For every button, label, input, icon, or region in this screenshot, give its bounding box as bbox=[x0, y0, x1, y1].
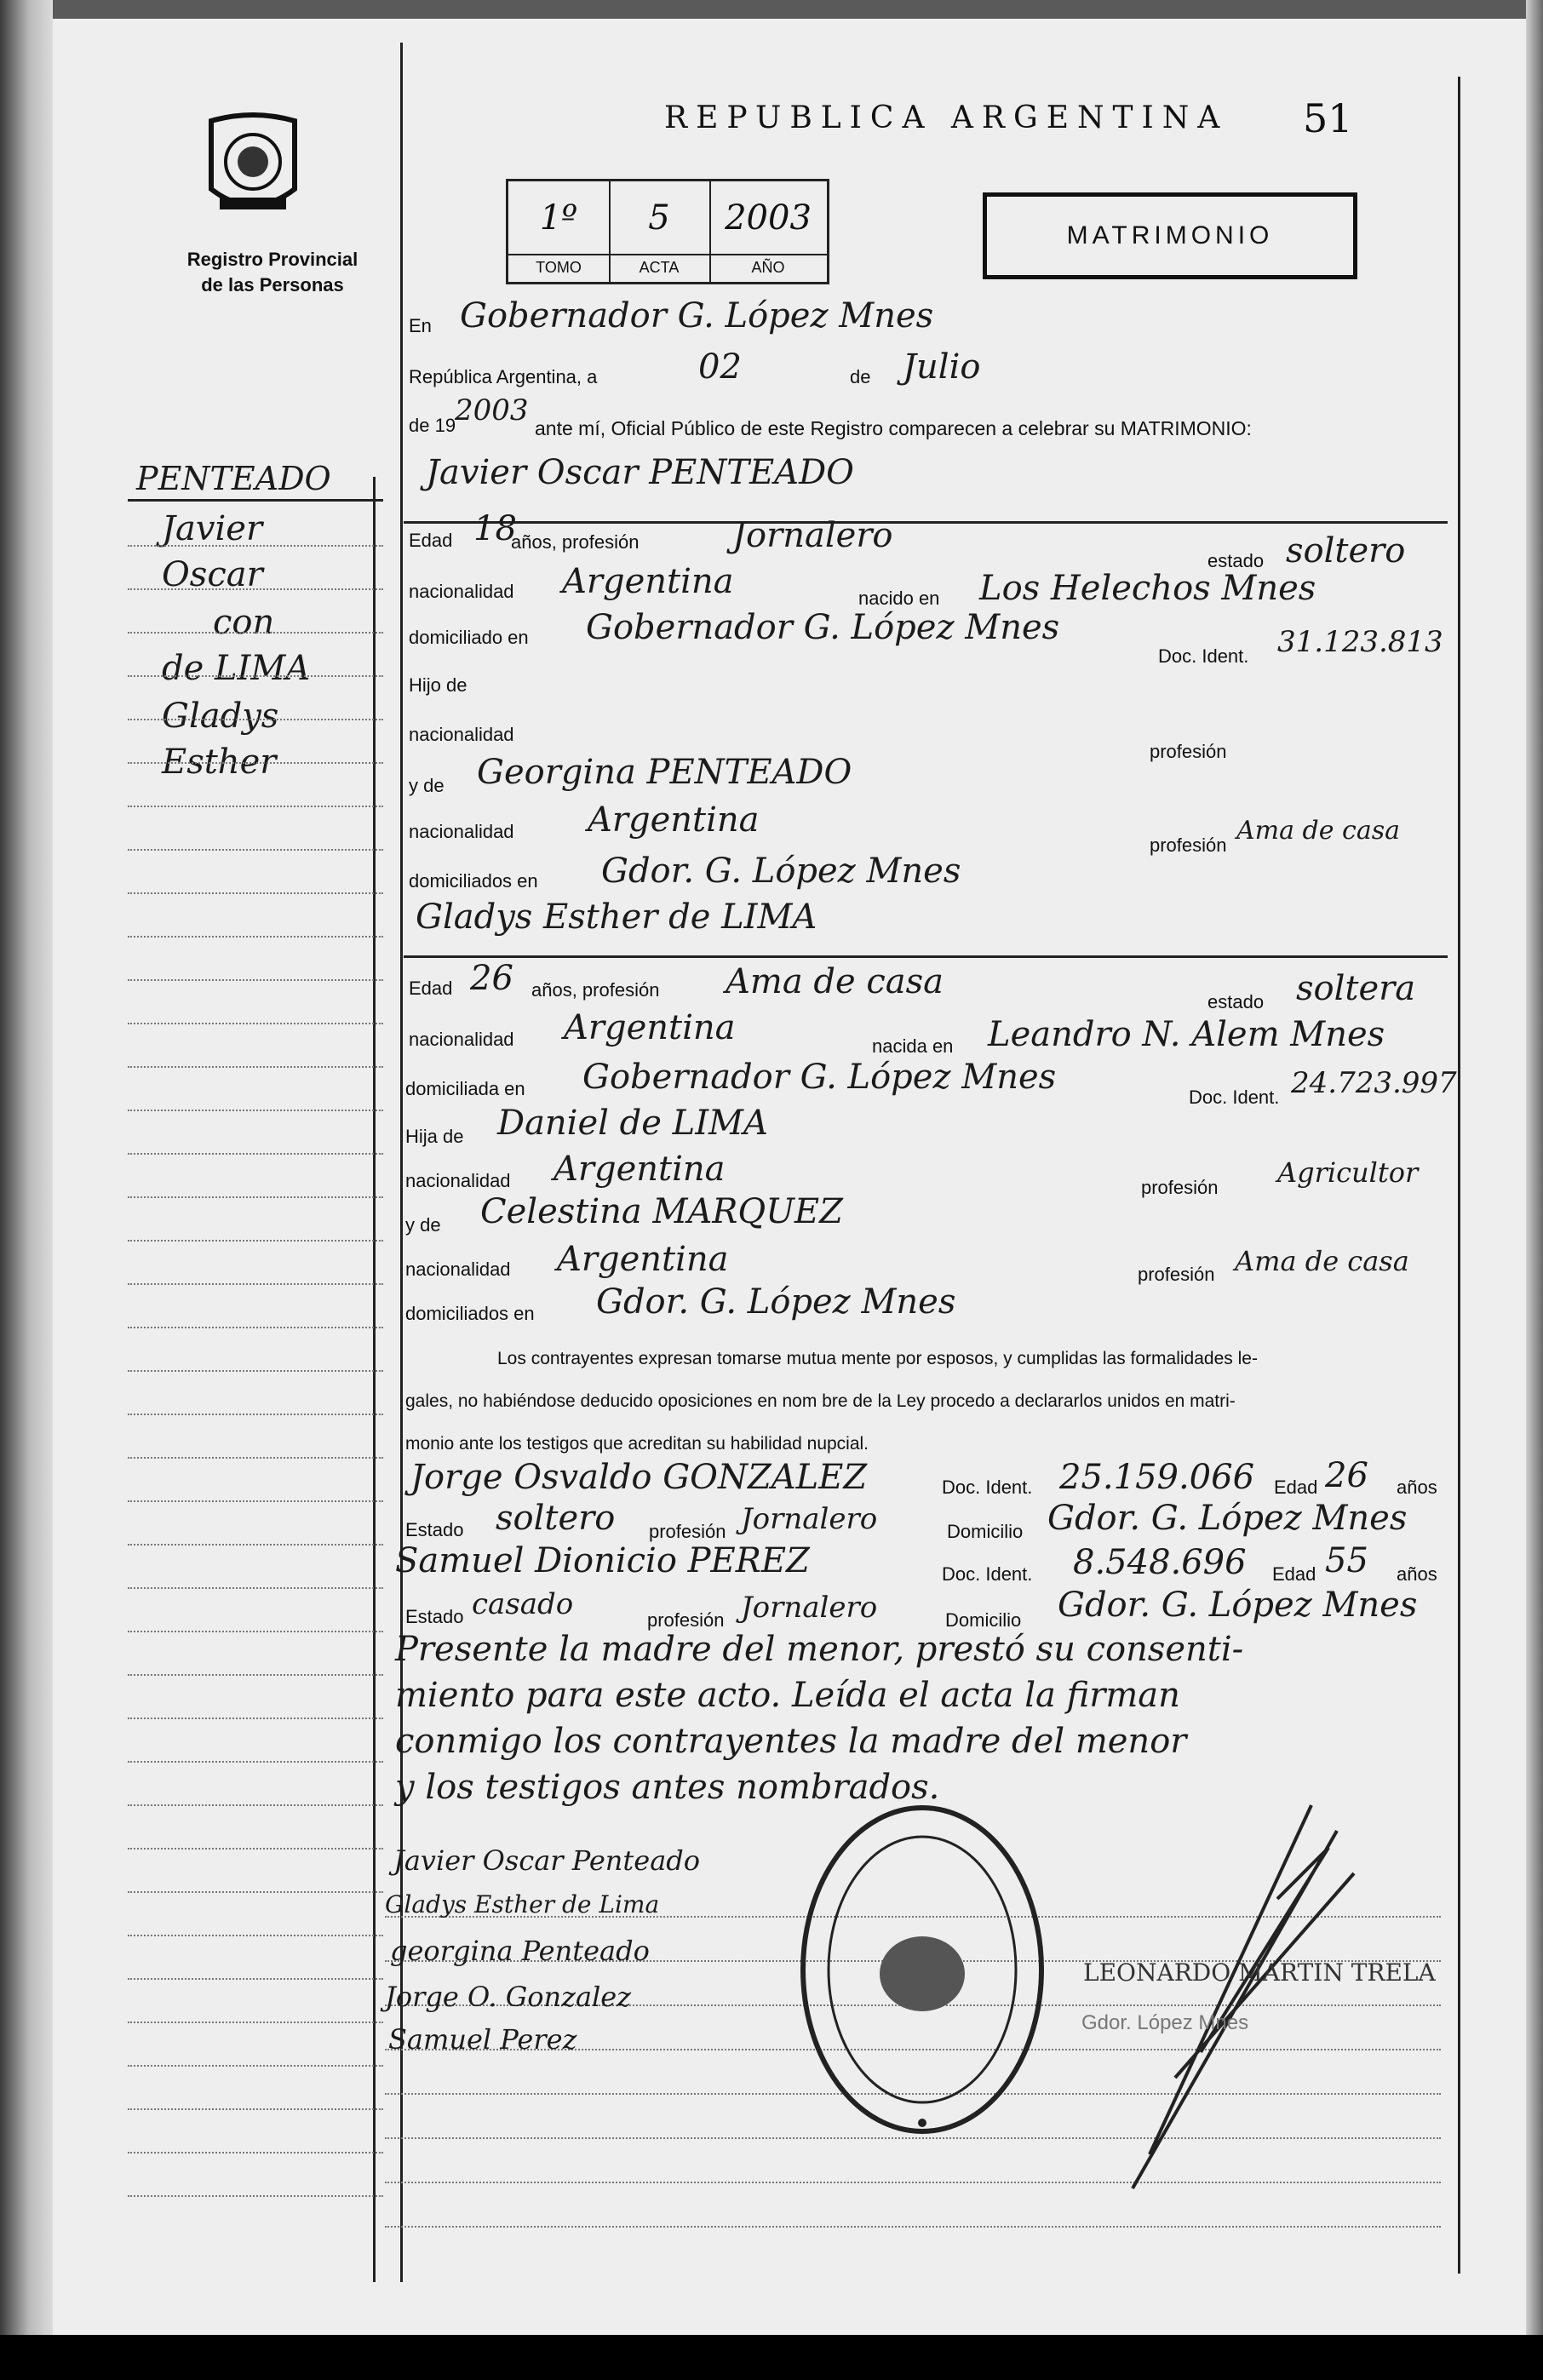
formula-line-3: monio ante los testigos que acreditan su habilidad nupcial. bbox=[405, 1434, 869, 1454]
margin-ruled-line bbox=[128, 1240, 383, 1242]
note-line-3: conmigo los contrayentes la madre del menor bbox=[395, 1722, 1187, 1761]
tomo-value: 1º bbox=[539, 198, 578, 238]
bride-name: Gladys Esther de LIMA bbox=[416, 898, 817, 937]
margin-ruled-line bbox=[128, 632, 383, 634]
groom-birthplace: Los Helechos Mnes bbox=[979, 569, 1316, 608]
groom-domicile: Gobernador G. López Mnes bbox=[586, 608, 1060, 647]
w2-profession: Jornalero bbox=[741, 1591, 878, 1625]
groom-mother-prof-label: profesión bbox=[1150, 834, 1227, 856]
groom-doc-number: 31.123.813 bbox=[1277, 625, 1443, 659]
de19-label: de 19 bbox=[409, 415, 456, 436]
margin-column-line bbox=[373, 477, 376, 2282]
margin-ruled-line bbox=[128, 1414, 383, 1415]
margin-ruled-line bbox=[128, 675, 383, 677]
groom-nationality: Argentina bbox=[562, 562, 734, 601]
margin-name-1: Javier bbox=[162, 509, 263, 548]
margin-ruled-line bbox=[128, 545, 383, 547]
margin-ruled-line bbox=[128, 1761, 383, 1763]
formula-line-1: Los contrayentes expresan tomarse mutua mente por esposos, y cumplidas las formalidades le- bbox=[497, 1349, 1258, 1368]
groom-estado-label: estado bbox=[1207, 550, 1265, 571]
bride-dom-label: domiciliada en bbox=[405, 1078, 525, 1099]
formula-line-2: gales, no habiéndose deducido oposiciones en nom bre de la Ley procedo a declararlos unidos en matri- bbox=[405, 1391, 1236, 1411]
bride-birthplace: Leandro N. Alem Mnes bbox=[988, 1015, 1385, 1054]
margin-ruled-line bbox=[128, 1978, 383, 1980]
groom-edad-label: Edad bbox=[409, 530, 453, 551]
bride-nac-label: nacionalidad bbox=[409, 1029, 514, 1050]
margin-ruled-line bbox=[128, 1935, 383, 1936]
margin-name-4: de LIMA bbox=[162, 649, 311, 688]
w1-domicile: Gdor. G. López Mnes bbox=[1047, 1499, 1408, 1538]
w1-doc-number: 25.159.066 bbox=[1059, 1458, 1255, 1497]
signature-groom: Javier Oscar Penteado bbox=[393, 1844, 701, 1877]
right-border bbox=[1458, 77, 1460, 2274]
bride-profession: Ama de casa bbox=[726, 962, 944, 1001]
margin-ruled-line bbox=[128, 979, 383, 981]
margin-ruled-line bbox=[128, 719, 383, 720]
de-label: de bbox=[850, 366, 871, 387]
witness1-name: Jorge Osvaldo GONZALEZ bbox=[410, 1458, 868, 1497]
bride-father-profession: Agricultor bbox=[1277, 1156, 1419, 1189]
bride-father-nac-label: nacionalidad bbox=[405, 1170, 511, 1191]
margin-ruled-line bbox=[128, 1153, 383, 1155]
margin-ruled-line bbox=[128, 1674, 383, 1676]
groom-mother: Georgina PENTEADO bbox=[477, 753, 852, 792]
w1-doc-label: Doc. Ident. bbox=[942, 1477, 1033, 1498]
bride-estado: soltera bbox=[1296, 969, 1416, 1008]
margin-ruled-line bbox=[128, 2022, 383, 2023]
hijo-label: Hijo de bbox=[409, 674, 467, 696]
bride-age: 26 bbox=[470, 959, 513, 998]
bride-parents-dom-label: domiciliados en bbox=[405, 1303, 535, 1324]
official-place: Gdor. López Mnes bbox=[1081, 2011, 1249, 2034]
w2-doc-number: 8.548.696 bbox=[1073, 1543, 1247, 1582]
groom-father-nac-label: nacionalidad bbox=[409, 724, 514, 745]
bride-mother-nationality: Argentina bbox=[557, 1240, 729, 1279]
intro-text: ante mí, Oficial Público de este Registro comparecen a celebrar su MATRIMONIO: bbox=[535, 417, 1252, 439]
registry-line-1: Registro Provincial bbox=[186, 249, 359, 270]
bride-father-nationality: Argentina bbox=[554, 1150, 726, 1189]
margin-ruled-line bbox=[128, 1891, 383, 1893]
w2-estado-label: Estado bbox=[405, 1606, 464, 1627]
tomo-acta-ano-box bbox=[506, 179, 829, 284]
registry-label bbox=[145, 247, 400, 298]
en-label: En bbox=[409, 315, 432, 336]
w1-anos-label: años bbox=[1397, 1477, 1437, 1498]
bride-father: Daniel de LIMA bbox=[497, 1104, 768, 1143]
w1-profession: Jornalero bbox=[741, 1502, 878, 1536]
margin-ruled-line bbox=[128, 1718, 383, 1719]
w2-prof-label: profesión bbox=[647, 1609, 725, 1631]
bride-domicile: Gobernador G. López Mnes bbox=[582, 1058, 1057, 1097]
bride-mother-nac-label: nacionalidad bbox=[405, 1259, 511, 1280]
margin-ruled-line bbox=[128, 1500, 383, 1502]
bride-prof-label: años, profesión bbox=[531, 979, 660, 1001]
bride-doc-number: 24.723.997 bbox=[1291, 1066, 1457, 1100]
note-line-4: y los testigos antes nombrados. bbox=[395, 1768, 940, 1807]
groom-prof-label: años, profesión bbox=[511, 531, 640, 553]
groom-mother-profession: Ama de casa bbox=[1236, 816, 1400, 846]
bride-born-label: nacida en bbox=[872, 1035, 954, 1057]
misiones-emblem bbox=[203, 112, 303, 221]
margin-ruled-line bbox=[128, 1848, 383, 1850]
registry-line-2: de las Personas bbox=[201, 274, 344, 295]
w1-age: 26 bbox=[1325, 1456, 1368, 1495]
margin-ruled-line bbox=[128, 1283, 383, 1285]
margin-name-5: Gladys bbox=[162, 697, 279, 736]
margin-ruled-line bbox=[128, 1804, 383, 1806]
bride-parents-domicile: Gdor. G. López Mnes bbox=[596, 1282, 956, 1322]
w2-estado: casado bbox=[472, 1587, 574, 1621]
margin-ruled-line bbox=[128, 2065, 383, 2067]
groom-mother-nationality: Argentina bbox=[588, 800, 760, 840]
margin-ruled-line bbox=[128, 2195, 383, 2197]
record-year: 2003 bbox=[455, 393, 529, 427]
bride-yde-label: y de bbox=[405, 1214, 441, 1236]
record-month: Julio bbox=[903, 347, 981, 387]
w1-prof-label: profesión bbox=[649, 1521, 726, 1542]
signature-witness2: Samuel Perez bbox=[388, 2023, 577, 2056]
groom-yde-label: y de bbox=[409, 775, 445, 796]
margin-name-3: con bbox=[213, 603, 275, 642]
groom-age: 18 bbox=[473, 509, 517, 548]
groom-born-label: nacido en bbox=[858, 588, 940, 609]
margin-name-2: Oscar bbox=[162, 555, 263, 594]
signature-witness1: Jorge O. Gonzalez bbox=[385, 1981, 632, 2013]
w1-estado-label: Estado bbox=[405, 1519, 464, 1540]
margin-ruled-line bbox=[128, 1631, 383, 1632]
margin-ruled-line bbox=[128, 1370, 383, 1372]
w1-estado: soltero bbox=[496, 1499, 616, 1538]
registry-oval-stamp bbox=[799, 1804, 1046, 2136]
note-line-2: miento para este acto. Leída el acta la firman bbox=[395, 1676, 1180, 1715]
w1-dom-label: Domicilio bbox=[947, 1521, 1024, 1542]
book-binding-left bbox=[0, 0, 53, 2380]
margin-ruled-line bbox=[128, 2108, 383, 2110]
bride-doc-label: Doc. Ident. bbox=[1189, 1087, 1280, 1108]
groom-name: Javier Oscar PENTEADO bbox=[426, 453, 854, 492]
ano-value: 2003 bbox=[725, 198, 812, 238]
bride-estado-label: estado bbox=[1207, 991, 1265, 1012]
note-line-1: Presente la madre del menor, prestó su consenti- bbox=[395, 1630, 1244, 1669]
bride-section-rule bbox=[404, 955, 1448, 958]
republica-label: República Argentina, a bbox=[409, 366, 598, 387]
witness2-name: Samuel Dionicio PEREZ bbox=[395, 1541, 810, 1580]
signature-bride: Gladys Esther de Lima bbox=[385, 1890, 660, 1918]
document-type-box: MATRIMONIO bbox=[983, 192, 1357, 279]
margin-surname: PENTEADO bbox=[136, 460, 331, 497]
body-ruled-line bbox=[385, 2226, 1441, 2228]
bride-mother-profession: Ama de casa bbox=[1235, 1245, 1409, 1277]
bride-nationality: Argentina bbox=[564, 1008, 736, 1047]
groom-parents-dom-label: domiciliados en bbox=[409, 870, 538, 892]
bride-mother: Celestina MARQUEZ bbox=[480, 1192, 843, 1231]
ano-label: AÑO bbox=[709, 254, 827, 277]
margin-ruled-line bbox=[128, 1110, 383, 1111]
margin-ruled-line bbox=[128, 2152, 383, 2153]
margin-ruled-line bbox=[128, 1587, 383, 1589]
margin-rule bbox=[128, 499, 383, 502]
margin-ruled-line bbox=[128, 762, 383, 764]
margin-ruled-line bbox=[128, 892, 383, 894]
w2-dom-label: Domicilio bbox=[945, 1609, 1022, 1631]
page-number: 51 bbox=[1303, 95, 1353, 141]
acta-value: 5 bbox=[648, 198, 670, 238]
w2-anos-label: años bbox=[1397, 1563, 1437, 1585]
record-day: 02 bbox=[698, 347, 742, 387]
margin-ruled-line bbox=[128, 1457, 383, 1459]
signature-groom-mother: georgina Penteado bbox=[390, 1935, 650, 1967]
tomo-label: TOMO bbox=[508, 254, 609, 277]
margin-ruled-line bbox=[128, 1196, 383, 1198]
margin-ruled-line bbox=[128, 1023, 383, 1024]
margin-ruled-line bbox=[128, 936, 383, 938]
margin-ruled-line bbox=[128, 1544, 383, 1546]
w2-edad-label: Edad bbox=[1272, 1563, 1316, 1585]
groom-father-prof-label: profesión bbox=[1150, 741, 1227, 762]
bride-edad-label: Edad bbox=[409, 978, 453, 999]
margin-ruled-line bbox=[128, 1066, 383, 1068]
record-place: Gobernador G. López Mnes bbox=[460, 296, 934, 335]
margin-ruled-line bbox=[128, 849, 383, 851]
book-binding-right bbox=[1526, 0, 1543, 2380]
w2-age: 55 bbox=[1325, 1541, 1368, 1580]
w2-domicile: Gdor. G. López Mnes bbox=[1058, 1586, 1418, 1625]
margin-ruled-line bbox=[128, 588, 383, 590]
w2-doc-label: Doc. Ident. bbox=[942, 1563, 1033, 1585]
bride-father-prof-label: profesión bbox=[1141, 1177, 1219, 1198]
w1-edad-label: Edad bbox=[1274, 1477, 1318, 1498]
country-title: REPUBLICA ARGENTINA bbox=[664, 100, 1229, 135]
hija-label: Hija de bbox=[405, 1126, 464, 1147]
groom-profession: Jornalero bbox=[732, 516, 893, 555]
footer-bar bbox=[0, 2335, 1543, 2380]
groom-parents-domicile: Gdor. G. López Mnes bbox=[601, 852, 961, 891]
margin-name-6: Esther bbox=[162, 743, 277, 782]
groom-nac-label: nacionalidad bbox=[409, 581, 514, 602]
groom-dom-label: domiciliado en bbox=[409, 627, 529, 648]
groom-mother-nac-label: nacionalidad bbox=[409, 821, 514, 842]
groom-doc-label: Doc. Ident. bbox=[1158, 645, 1249, 667]
official-name: LEONARDO MARTIN TRELA bbox=[1083, 1958, 1436, 1987]
margin-ruled-line bbox=[128, 806, 383, 807]
bride-mother-prof-label: profesión bbox=[1138, 1264, 1215, 1285]
official-signature-scrawl bbox=[1098, 1797, 1380, 2205]
groom-estado: soltero bbox=[1286, 531, 1406, 571]
acta-label: ACTA bbox=[609, 254, 709, 277]
margin-ruled-line bbox=[128, 1327, 383, 1328]
groom-section-rule bbox=[404, 521, 1448, 524]
